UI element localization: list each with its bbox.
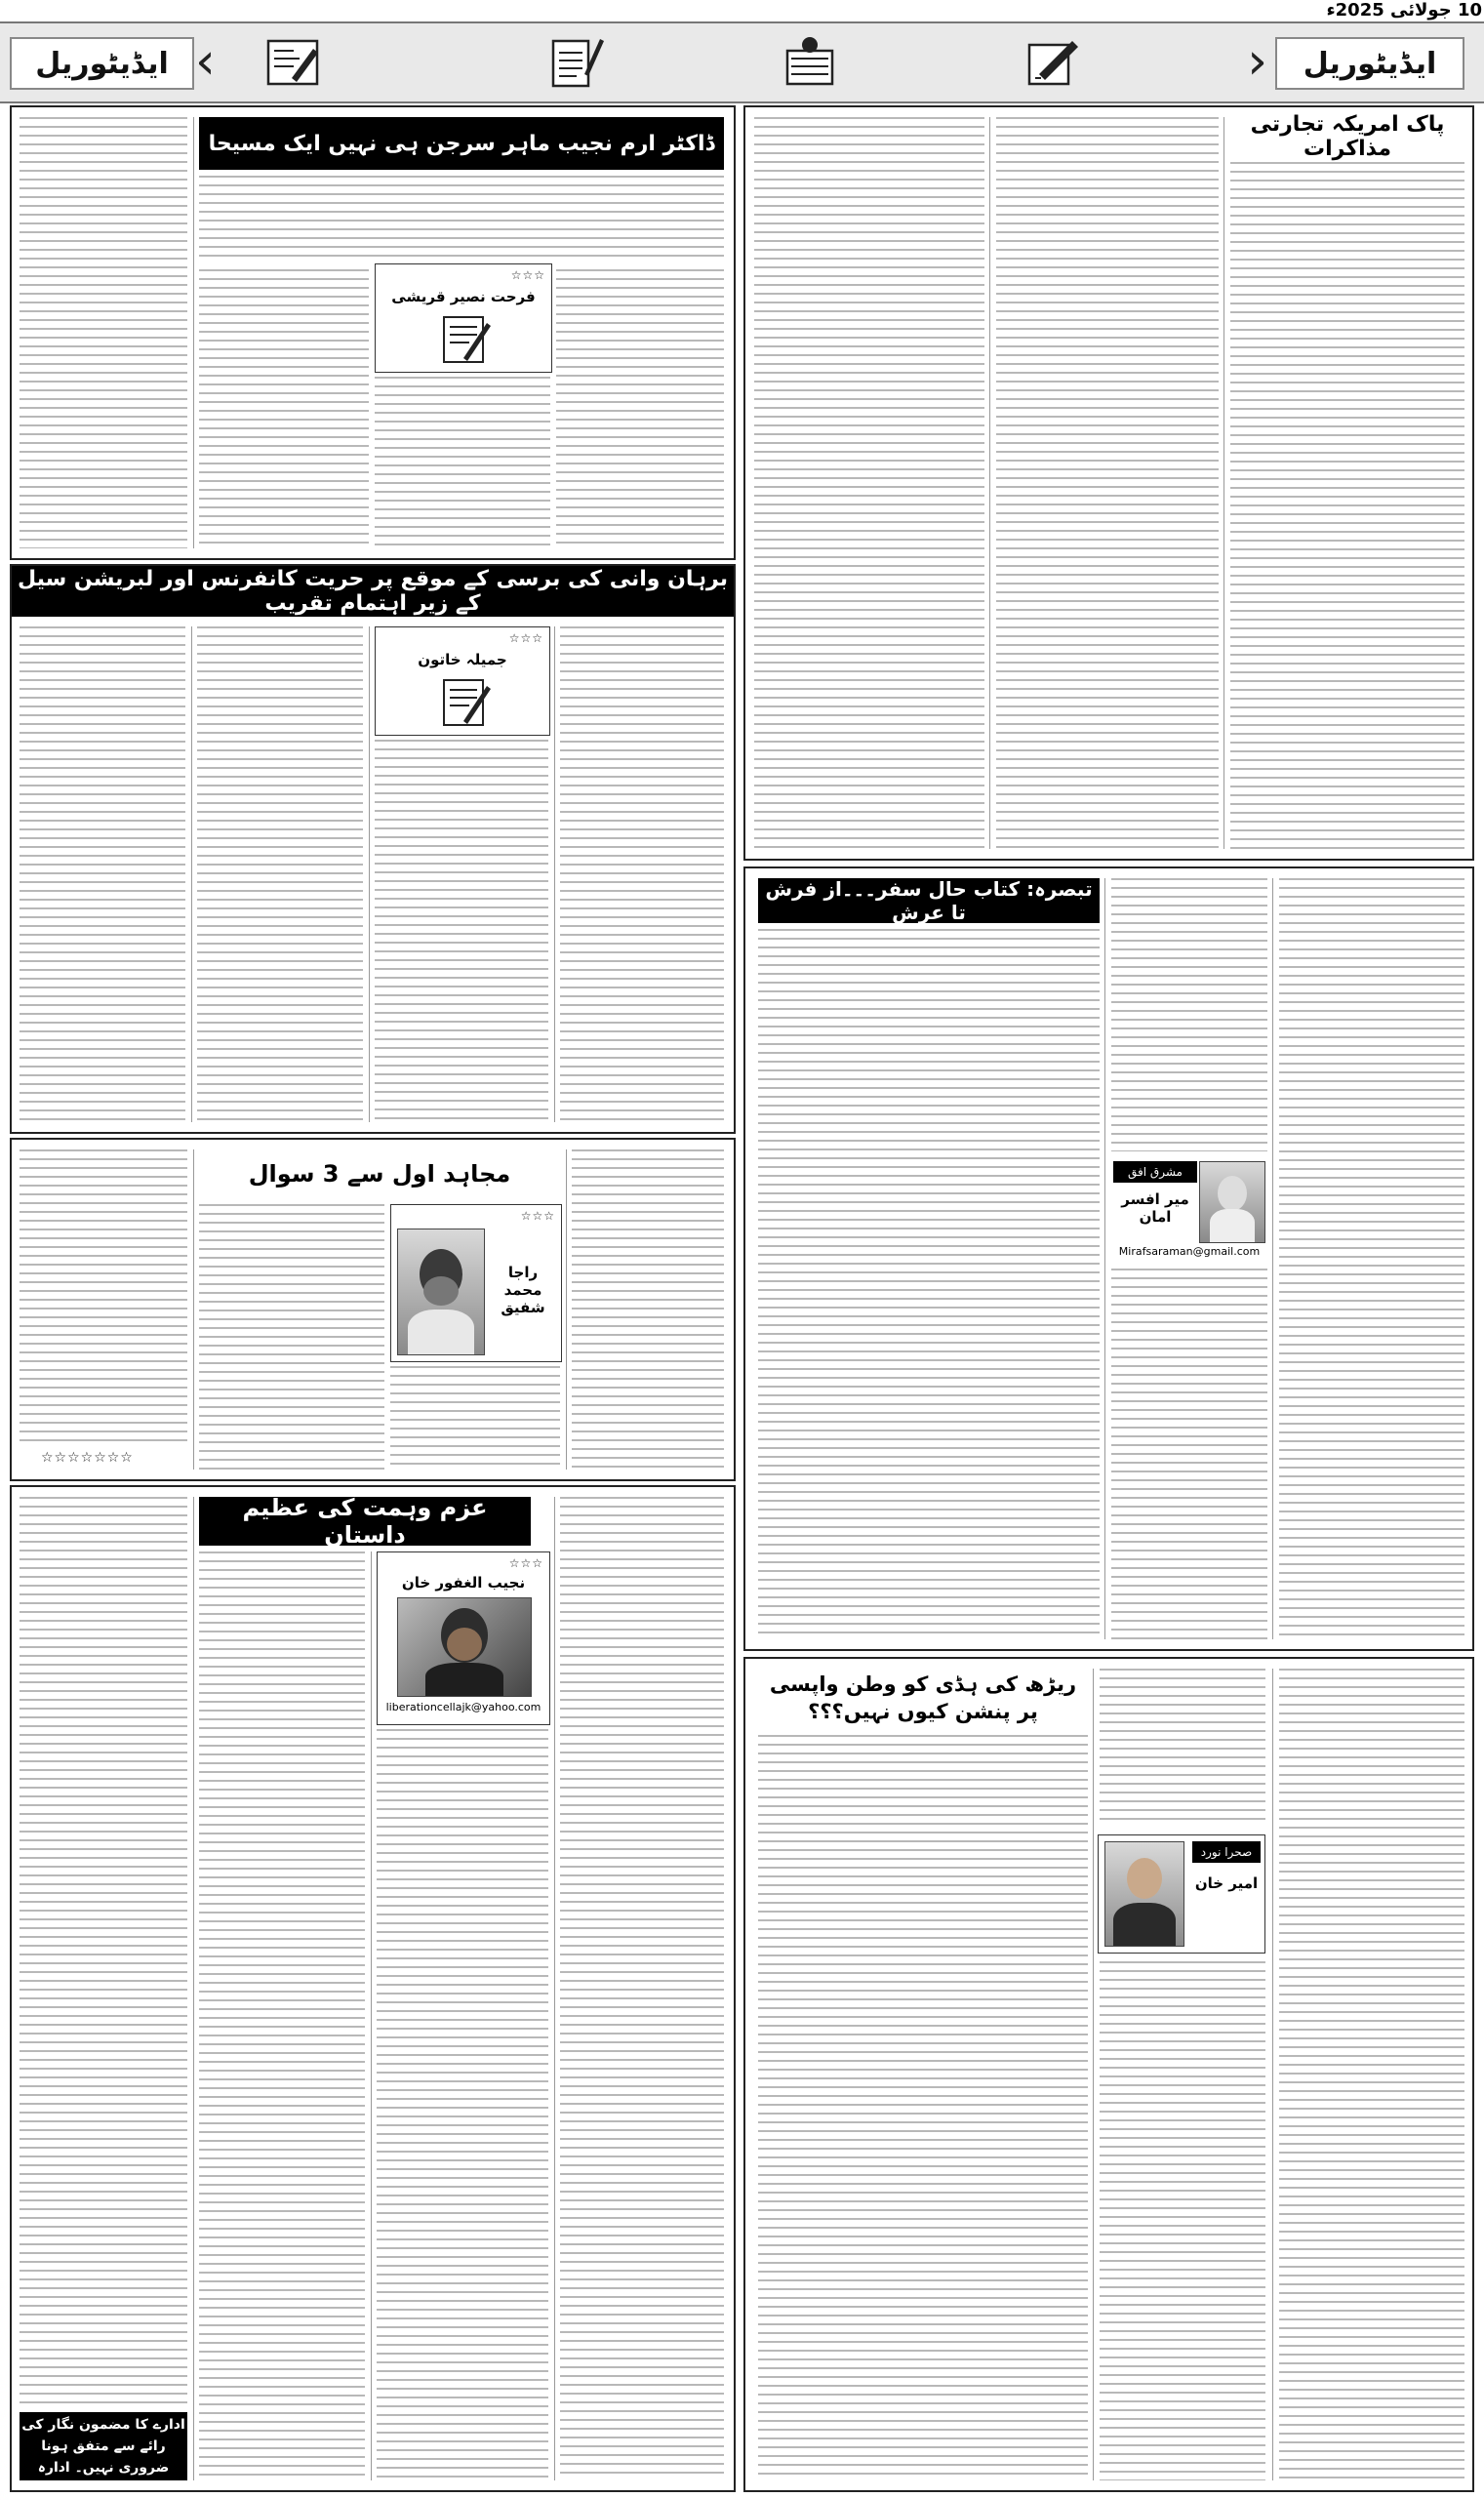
mujahid-author-box [390, 1204, 562, 1362]
pencil-note-icon [262, 31, 323, 92]
review-panel [743, 866, 1474, 1651]
pension-text-col-3 [758, 1735, 1088, 2480]
author-photo-azm [397, 1597, 532, 1697]
mujahid-title: مجاہد اول سے 3 سوال [248, 1160, 511, 1188]
review-email: Mirafsaraman@gmail.com [1118, 1245, 1261, 1258]
pension-panel [743, 1657, 1474, 2492]
mujahid-text-col-4 [572, 1149, 724, 1470]
editorial-text-col-1 [1230, 162, 1464, 849]
review-text-col-2 [1111, 1269, 1267, 1639]
burhan-text-col-4 [560, 626, 724, 1122]
mujahid-text-col-3 [390, 1366, 560, 1470]
review-title: تبصرہ: کتاب حال سفر۔۔۔از فرش تا عرش [758, 878, 1100, 923]
issue-date: 10 جولائی 2025ء [1326, 0, 1482, 20]
burhan-text-col-2 [197, 626, 363, 1122]
azm-text-col-3 [377, 1729, 548, 2480]
section-label-left: ایڈیٹوریل [10, 37, 194, 90]
burhan-stars: ☆☆☆ [508, 631, 543, 645]
doctor-title: ڈاکٹر ارم نجیب ماہر سرجن ہی نہیں ایک مسیحا [199, 117, 724, 170]
doctor-text-top [199, 176, 724, 263]
pension-kicker: صحرا نورد [1192, 1841, 1261, 1863]
mujahid-end-stars: ☆☆☆☆☆☆☆ [41, 1450, 134, 1466]
masthead [0, 21, 1484, 103]
quill-writing-icon [405, 676, 522, 729]
doctor-author-box [375, 263, 552, 373]
editorial-panel [743, 105, 1474, 861]
review-text-col-2-top [1111, 878, 1267, 1151]
disclaimer-note: ادارے کا مضمون نگار کی رائے سے متفق ہونا ضروری نہیں۔ ادارہ [20, 2412, 187, 2480]
azm-stars: ☆☆☆ [508, 1556, 543, 1570]
quill-writing-icon [405, 313, 522, 366]
burhan-panel [10, 564, 736, 1134]
azm-title: عزم وہمت کی عظیم داستان [199, 1497, 531, 1546]
mujahid-text-col-1 [20, 1149, 187, 1442]
azm-text-col-4 [560, 1497, 724, 2480]
pen-writing-icon [1023, 31, 1084, 92]
azm-text-col-2 [199, 1551, 365, 2480]
review-text-col-3 [758, 929, 1100, 1639]
review-text-col-1 [1279, 878, 1464, 1639]
azm-panel [10, 1485, 736, 2492]
pension-author-box [1098, 1834, 1265, 1954]
editorial-text-col-3 [754, 117, 984, 849]
doctor-text-col-b [375, 377, 550, 548]
pension-title: ریڑھ کی ہڈی کو وطن واپسی پر پنشن کیوں نہیں؟؟؟ [769, 1672, 1077, 1723]
azm-author-box [377, 1551, 550, 1725]
author-photo-mujahid [397, 1229, 485, 1355]
chevron-left-icon: ‹ [1247, 32, 1267, 91]
pension-text-col-1 [1279, 1669, 1464, 2480]
burhan-text-col-3 [375, 740, 548, 1122]
author-photo-pension [1104, 1841, 1184, 1947]
doctor-author: فرحت نصیر قریشی [391, 288, 536, 305]
pension-text-col-2-top [1100, 1669, 1265, 1825]
notepad-icon [545, 31, 606, 92]
pension-author: امیر خان [1194, 1874, 1259, 1892]
doctor-text-col-left [20, 117, 187, 548]
mujahid-stars: ☆☆☆ [520, 1209, 555, 1223]
newspaper-reader-icon [780, 31, 840, 92]
azm-email: liberationcellajk@yahoo.com [385, 1701, 541, 1713]
burhan-author-box [375, 626, 550, 736]
mujahid-text-col-2 [199, 1204, 384, 1470]
review-kicker: مشرق افق [1113, 1161, 1197, 1183]
doctor-text-col-a [199, 269, 369, 548]
burhan-title: برہان وانی کی برسی کے موقع پر حریت کانفرنس اور لبریشن سیل کے زیر اہتمام تقریب [12, 566, 734, 617]
chevron-right-icon: › [195, 32, 216, 91]
azm-text-col-1 [20, 1497, 187, 2404]
pension-text-col-2 [1100, 1961, 1265, 2480]
mujahid-author: راجا محمد شفیق [501, 1264, 545, 1316]
review-author: میر افسر امان [1121, 1190, 1189, 1226]
editorial-title: پاک امریکہ تجارتی مذاکرات [1250, 112, 1445, 161]
doctor-panel [10, 105, 736, 560]
azm-author: نجیب الغفور خان [401, 1574, 526, 1591]
editorial-text-col-2 [996, 117, 1219, 849]
mujahid-panel [10, 1138, 736, 1481]
author-photo-review [1199, 1161, 1265, 1243]
doctor-text-col-c [556, 269, 724, 548]
section-label-right: ایڈیٹوریل [1275, 37, 1464, 90]
doctor-stars: ☆☆☆ [510, 268, 545, 282]
burhan-text-col-1 [20, 626, 185, 1122]
burhan-author: جمیلہ خاتون [418, 651, 507, 668]
